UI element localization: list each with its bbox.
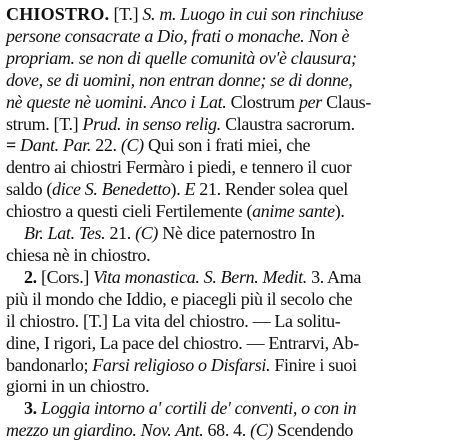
entry-line — [6, 398, 468, 420]
entry-text-segment: (C) — [120, 135, 144, 156]
entry-line — [6, 179, 468, 201]
entry-text-segment: 21. — [105, 223, 136, 244]
entry-text-segment: Br. Lat. Tes. — [24, 223, 106, 244]
entry-text-segment: 3. — [24, 398, 37, 419]
entry-text-segment: dentro ai chiostri Fermàro i piedi, e tennero il cuor — [6, 157, 352, 178]
entry-text-segment: Qui son i frati miei, che — [143, 135, 311, 156]
entry-text-segment: 21. Render solea quel — [195, 179, 348, 200]
entry-text-segment: propriam. se non di quelle comunità ov'è clausura; — [6, 47, 357, 68]
entry-text-segment: giorni in un chiostro. — [6, 376, 150, 397]
entry-text-segment: Loggia intorno a' cortili de' conventi, o con in — [36, 398, 357, 419]
entry-text-segment: per — [298, 91, 327, 112]
entry-text-segment: chiostro a questi cieli Fertilemente ( — [6, 201, 253, 222]
entry-text-segment: Scendendo — [273, 420, 354, 441]
entry-text-segment: 3. Ama — [306, 266, 361, 287]
entry-line — [6, 311, 468, 333]
entry-line — [6, 355, 468, 377]
entry-text-segment: Claustra sacrorum. — [220, 113, 355, 134]
entry-text-segment: ). — [334, 201, 345, 222]
entry-text-segment: [T.] — [109, 4, 143, 24]
entry-line — [6, 135, 468, 157]
entry-text-segment: Vita monastica. S. Bern. Medit. — [93, 266, 307, 287]
entry-line — [6, 289, 468, 311]
entry-text-segment: 2. — [24, 266, 37, 287]
dictionary-entry-chiostro — [6, 4, 468, 442]
entry-text-segment: nè queste nè uomini. Anco i Lat. — [6, 91, 231, 112]
entry-line — [6, 4, 468, 26]
entry-text-segment: E — [184, 179, 196, 200]
entry-text-segment: = — [6, 135, 21, 156]
entry-text-segment: Prud. in senso relig. — [82, 113, 221, 134]
entry-text-segment: ). — [170, 179, 185, 200]
entry-text-segment: anime sante — [252, 201, 335, 222]
entry-text-segment: Claus- — [326, 91, 371, 112]
entry-text-segment: Finire i suoi — [270, 354, 357, 375]
entry-text-segment: bandonarlo; — [6, 354, 93, 375]
entry-text-segment: strum. [T.] — [6, 113, 83, 134]
entry-text-segment: Nè dice paternostro In — [158, 223, 315, 244]
entry-text-segment: Farsi religioso o Disfarsi. — [92, 354, 271, 375]
entry-text-segment: (C) — [250, 420, 274, 441]
entry-text-segment: Clostrum — [230, 91, 299, 112]
entry-line — [6, 114, 468, 136]
entry-line — [6, 92, 468, 114]
entry-headword: CHIOSTRO. — [6, 4, 110, 24]
entry-text-segment: dice S. Benedetto — [52, 179, 171, 200]
entry-text-segment: mezzo un giardino. Nov. Ant. — [6, 420, 204, 441]
entry-text-segment: saldo ( — [6, 179, 53, 200]
entry-text-segment: 22. — [91, 135, 121, 156]
entry-line — [6, 376, 468, 398]
entry-line — [6, 157, 468, 179]
entry-text-segment: chiesa nè in chiostro. — [6, 244, 151, 265]
entry-text-segment: il chiostro. [T.] La vita del chiostro. — La solitu- — [6, 310, 341, 331]
entry-text-segment: persone consacrate a Dio, frati o monache. Non è — [6, 25, 350, 46]
entry-line — [6, 333, 468, 355]
entry-line — [6, 223, 468, 245]
entry-line — [6, 420, 468, 442]
entry-text-segment: dine, I rigori, La pace del chiostro. — Entrarvi, Ab- — [6, 332, 359, 353]
entry-line — [6, 70, 468, 92]
entry-text-segment: [Cors.] — [36, 266, 94, 287]
entry-text-segment: 68. 4. — [203, 420, 251, 441]
entry-line — [6, 267, 468, 289]
entry-text-segment: Dant. Par. — [20, 135, 92, 156]
entry-line — [6, 201, 468, 223]
entry-line — [6, 245, 468, 267]
entry-text-segment: (C) — [135, 223, 159, 244]
entry-line — [6, 48, 468, 70]
entry-line — [6, 26, 468, 48]
entry-text-segment: dove, se di uomini, non entran donne; se di donne, — [6, 69, 353, 90]
entry-text-segment: più il mondo che Iddio, e piacegli più il secolo che — [6, 288, 353, 309]
entry-text-segment: S. m. Luogo in cui son rinchiuse — [142, 4, 364, 24]
